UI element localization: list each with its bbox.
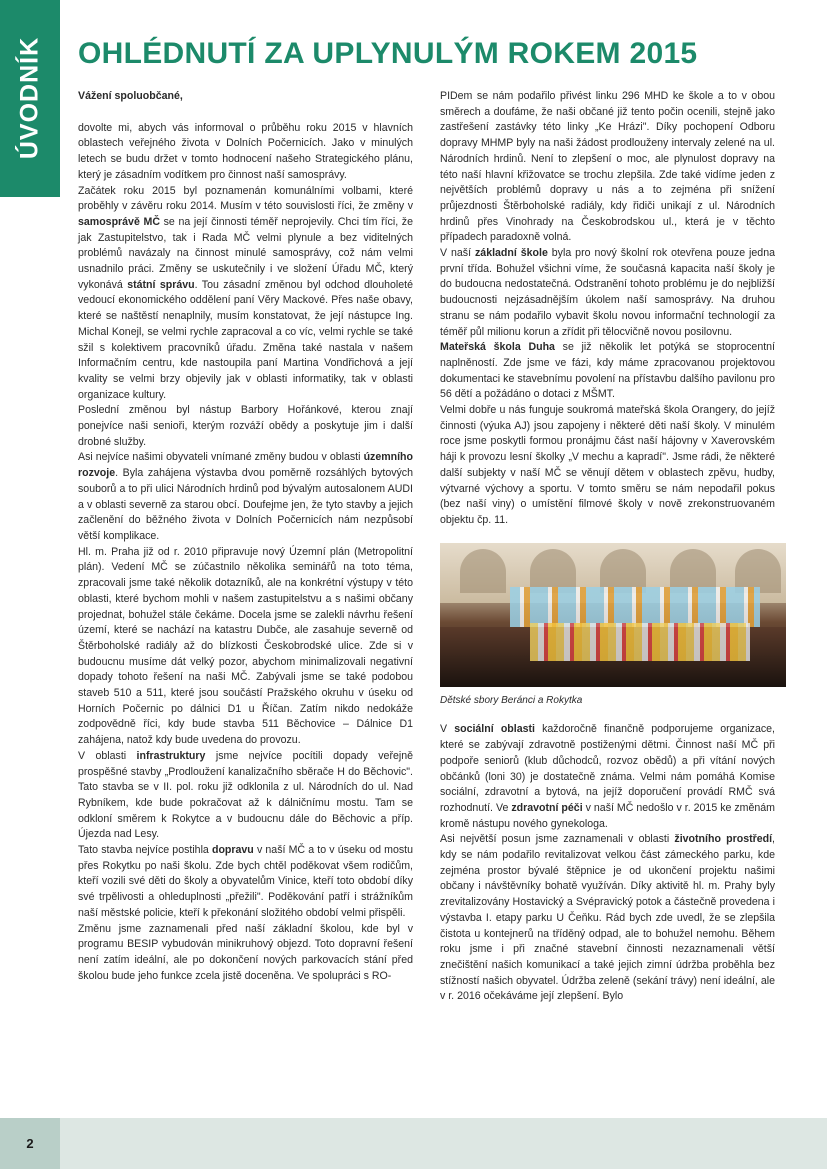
paragraph: Asi největší posun jsme zaznamenali v oblasti životního prostředí, kdy se nám podařilo revitalizovat velkou část zámeckého parku, kde zejména prostor bývalé štěpnice je od ukončení projektu našimi občany i návštěvníky bohatě využíván. Díky aktivitě hl. m. Prahy byly zrevitalizovány Hostavický a Svépravický potok a částečně provedena i výstavba I. etapy parku U Čeňku. Rád bych zde uvedl, že se zlepšila čistota u kontejnerů na tříděný odpad, ale to bohužel nemohu. Během roku jsme i při značné stavební činnosti nezaznamenali větší znečištění našich komunikací a také jejich zimní údržba proběhla bez stížností našich obyvatel. Údržba zeleně (sekání trávy) není ideální, ale v r. 2016 očekáváme její zlepšení. Bylo [440,833,775,1003]
paragraph: dovolte mi, abych vás informoval o průběhu roku 2015 v hlavních oblastech veřejného života v Dolních Počernicích. Jako v minulých letech se budu držet v tomto hodnocení našeho Strategického plánu, který je zásadním vodítkem pro činnost naší samosprávy. [78,121,413,181]
section-tab-label: ÚVODNÍK [15,36,44,160]
page-footer [0,1118,827,1169]
children-choir-photo [440,543,786,687]
paragraph: Mateřská škola Duha se již několik let potýká se stoprocentní naplněností. Zde jsme ve fázi, kdy máme zpracovanou projektovou dokumentaci ke stavebnímu povolení na přístavbu dalšího pavilonu pro 56 dětí a požádáno o dotaci z MŠMT. [440,341,775,401]
paragraph: V oblasti infrastruktury jsme nejvíce pocítili dopady veřejně prospěšné stavby „Prodloužení kanalizačního sběrače H do Běchovic". Tato stavba se v II. pol. roku již odklonila z ul. Národních do ul. Nad Rybníkem, kde bude pokračovat až k dálničnímu mostu. Tam se odkloní směrem k Rokytce a v budoucnu dále do Běchovic a příp. Újezda nad Lesy. [78,749,413,841]
paragraph: V naší základní škole byla pro nový školní rok otevřena pouze jedna první třída. Bohužel všichni víme, že současná kapacita naší školy je do budoucna nedostatečná. Odstranění tohoto problému je do nejbližší budoucnosti nejzásadnějším úkolem naší samosprávy. Na druhou stranu se nám podařilo vybavit školu novou informační technologií za téměř půl milionu korun a zřídit při tělocvičně novou posilovnu. [440,247,775,338]
photo-caption: Dětské sbory Beránci a Rokytka [440,694,583,706]
paragraph: Hl. m. Praha již od r. 2010 připravuje nový Územní plán (Metropolitní plán). Vedení MČ se zúčastnilo několika seminářů na toto téma, zpracovali jsme také několik dotazníků, ale na konkrétní výstupy v této oblasti, které bychom mohli v našem zastupitelstvu a s našimi občany projednat, bohužel stále čekáme. Docela jsme se zalekli návrhu řešení území, které se nachází na katastru Dubče, ale zasahuje severně od Štěrboholské radiály až do blízkosti Českobrodské ulice. Zde si v budoucnu musíme dát velký pozor, abychom minimalizovali negativní dopady tohoto řešení na naši MČ. Zabývali jsme se také podobou staveb 510 a 511, které jsou součástí Pražského okruhu v úseku od Horních Počernic po dálnici D1 u Říčan. Zatím nikdo nedokáže zodpovědně říci, kdy bude stavba 511 Běchovice – Dálnice D1 zahájena, natož kdy bude uvedena do provozu. [78,545,413,747]
article-title: OHLÉDNUTÍ ZA UPLYNULÝM ROKEM 2015 [78,37,698,70]
page-number: 2 [0,1118,60,1169]
greeting: Vážení spoluobčané, [78,90,183,102]
paragraph: V sociální oblasti každoročně finančně podporujeme organizace, které se zabývají zdravotně postiženými dětmi. Činnost naší MČ při podpoře seniorů (klub důchodců, rozvoz obědů) a při vítání nových občánků (loni 30) je dostatečně známa. Velmi nám pomáhá Komise sociální, zdravotní a bytová, na jejíž doporučení provádí RMČ svá rozhodnutí. Ve zdravotní péči v naší MČ nedošlo v r. 2015 ke změnám kromě nástupu nového gynekologa. [440,723,775,830]
paragraph: Začátek roku 2015 byl poznamenán komunálními volbami, které proběhly v závěru roku 2014. Musím v této souvislosti říci, že změny v samosprávě MČ se na její činnosti téměř neprojevily. Chci tím říci, že jak Zastupitelstvo, tak i Rada MČ velmi plynule a bez viditelných problémů navázaly na činnost minulé samosprávy, což nám velmi usnadnilo práci. Změny se uskutečnily i ve složení Úřadu MČ, který vykonává státní správu. Tou zásadní změnou byl odchod dlouholeté vedoucí ekonomického oddělení paní Věry Mackové. Přes naše obavy, které se naštěstí nenaplnily, musím konstatovat, že její nástupce Ing. Michal Konejl, se velmi rychle zapracoval a co víc, velmi rychle se také sžil s kolektivem pracovníků úřadu. Změna také nastala v našem Informačním centru, kde nastoupila paní Martina Vondřichová a její kvality se velmi brzy objevily jak v oblasti informatiky, tak v oblasti organizace kultury. [78,184,413,401]
paragraph: Tato stavba nejvíce postihla dopravu v naší MČ a to v úseku od mostu přes Rokytku po naši školu. Zde bych chtěl poděkovat všem rodičům, kteří vozili své děti do školy a obyvatelům Vinice, kteří toto období díky své trpělivosti a ohleduplnosti „přežili". Poděkování patří i strážníkům naší městské policie, kteří k překonání složitého období velmi přispěli. [78,844,413,919]
paragraph: Změnu jsme zaznamenali před naší základní školou, kde byl v programu BESIP vybudován minikruhový objezd. Toto dopravní řešení není zatím ideální, ale po dokončení nových parkovacích stání před školou bude jeho funkce zcela jistě doceněna. Ve spolupráci s RO- [78,922,413,982]
right-column [440,89,775,1005]
paragraph: Asi nejvíce našimi obyvateli vnímané změny budou v oblasti územního rozvoje. Byla zahájena výstavba dvou poměrně rozsáhlých bytových souborů a to při ulici Národních hrdinů pod bývalým autosalonem AUDI a v oblasti severně za starou obcí. Doufejme jen, že tyto stavby a jejich začlenění do běžného života v Dolních Počernicích nám nezpůsobí větší komplikace. [78,451,413,542]
paragraph: Poslední změnou byl nástup Barbory Hořánkové, kterou znají ponejvíce naši senioři, kterým rozváží obědy a poskytuje jim i další drobné služby. [78,404,413,448]
left-column [78,89,413,984]
paragraph: PIDem se nám podařilo přivést linku 296 MHD ke škole a to v obou směrech a doufáme, že naši občané již tento počin ocenili, stejně jako zastřešení zastávky této linky „Ke Hrázi". Díky pochopení Odboru dopravy MHMP byly na naši žádost prodlouženy intervaly zelené na ul. Národních hrdinů. Není to zlepšení o moc, ale plynulost dopravy na této naší hlavní křižovatce se trochu zlepšila. Zde také vidíme jeden z největších problémů dopravy u nás a to zejména při snížení průjezdnosti Štěrboholské radiály, kdy řidiči unikají z ul. Národních hrdinů přes Vinohrady na Českobrodskou ul., která je v těchto případech paradoxně volná. [440,90,775,244]
section-tab [0,0,60,197]
paragraph: Velmi dobře u nás funguje soukromá mateřská škola Orangery, do jejíž činnosti (výuka AJ) jsou zapojeny i některé děti naší školy. V minulém roce jsme poskytli formou pronájmu část naší hájovny v Xaverovském háji k provozu lesní školky „V mechu a kapradí". Jsme rádi, že některé další subjekty v naší MČ se věnují dětem v oblastech zpěvu, hudby, výtvarné výchovy a sportu. V tomto směru se nám nepodařil pokus (bez naší viny) o umístění filmové školy v nově zrekonstruovaném objektu čp. 11. [440,404,775,526]
